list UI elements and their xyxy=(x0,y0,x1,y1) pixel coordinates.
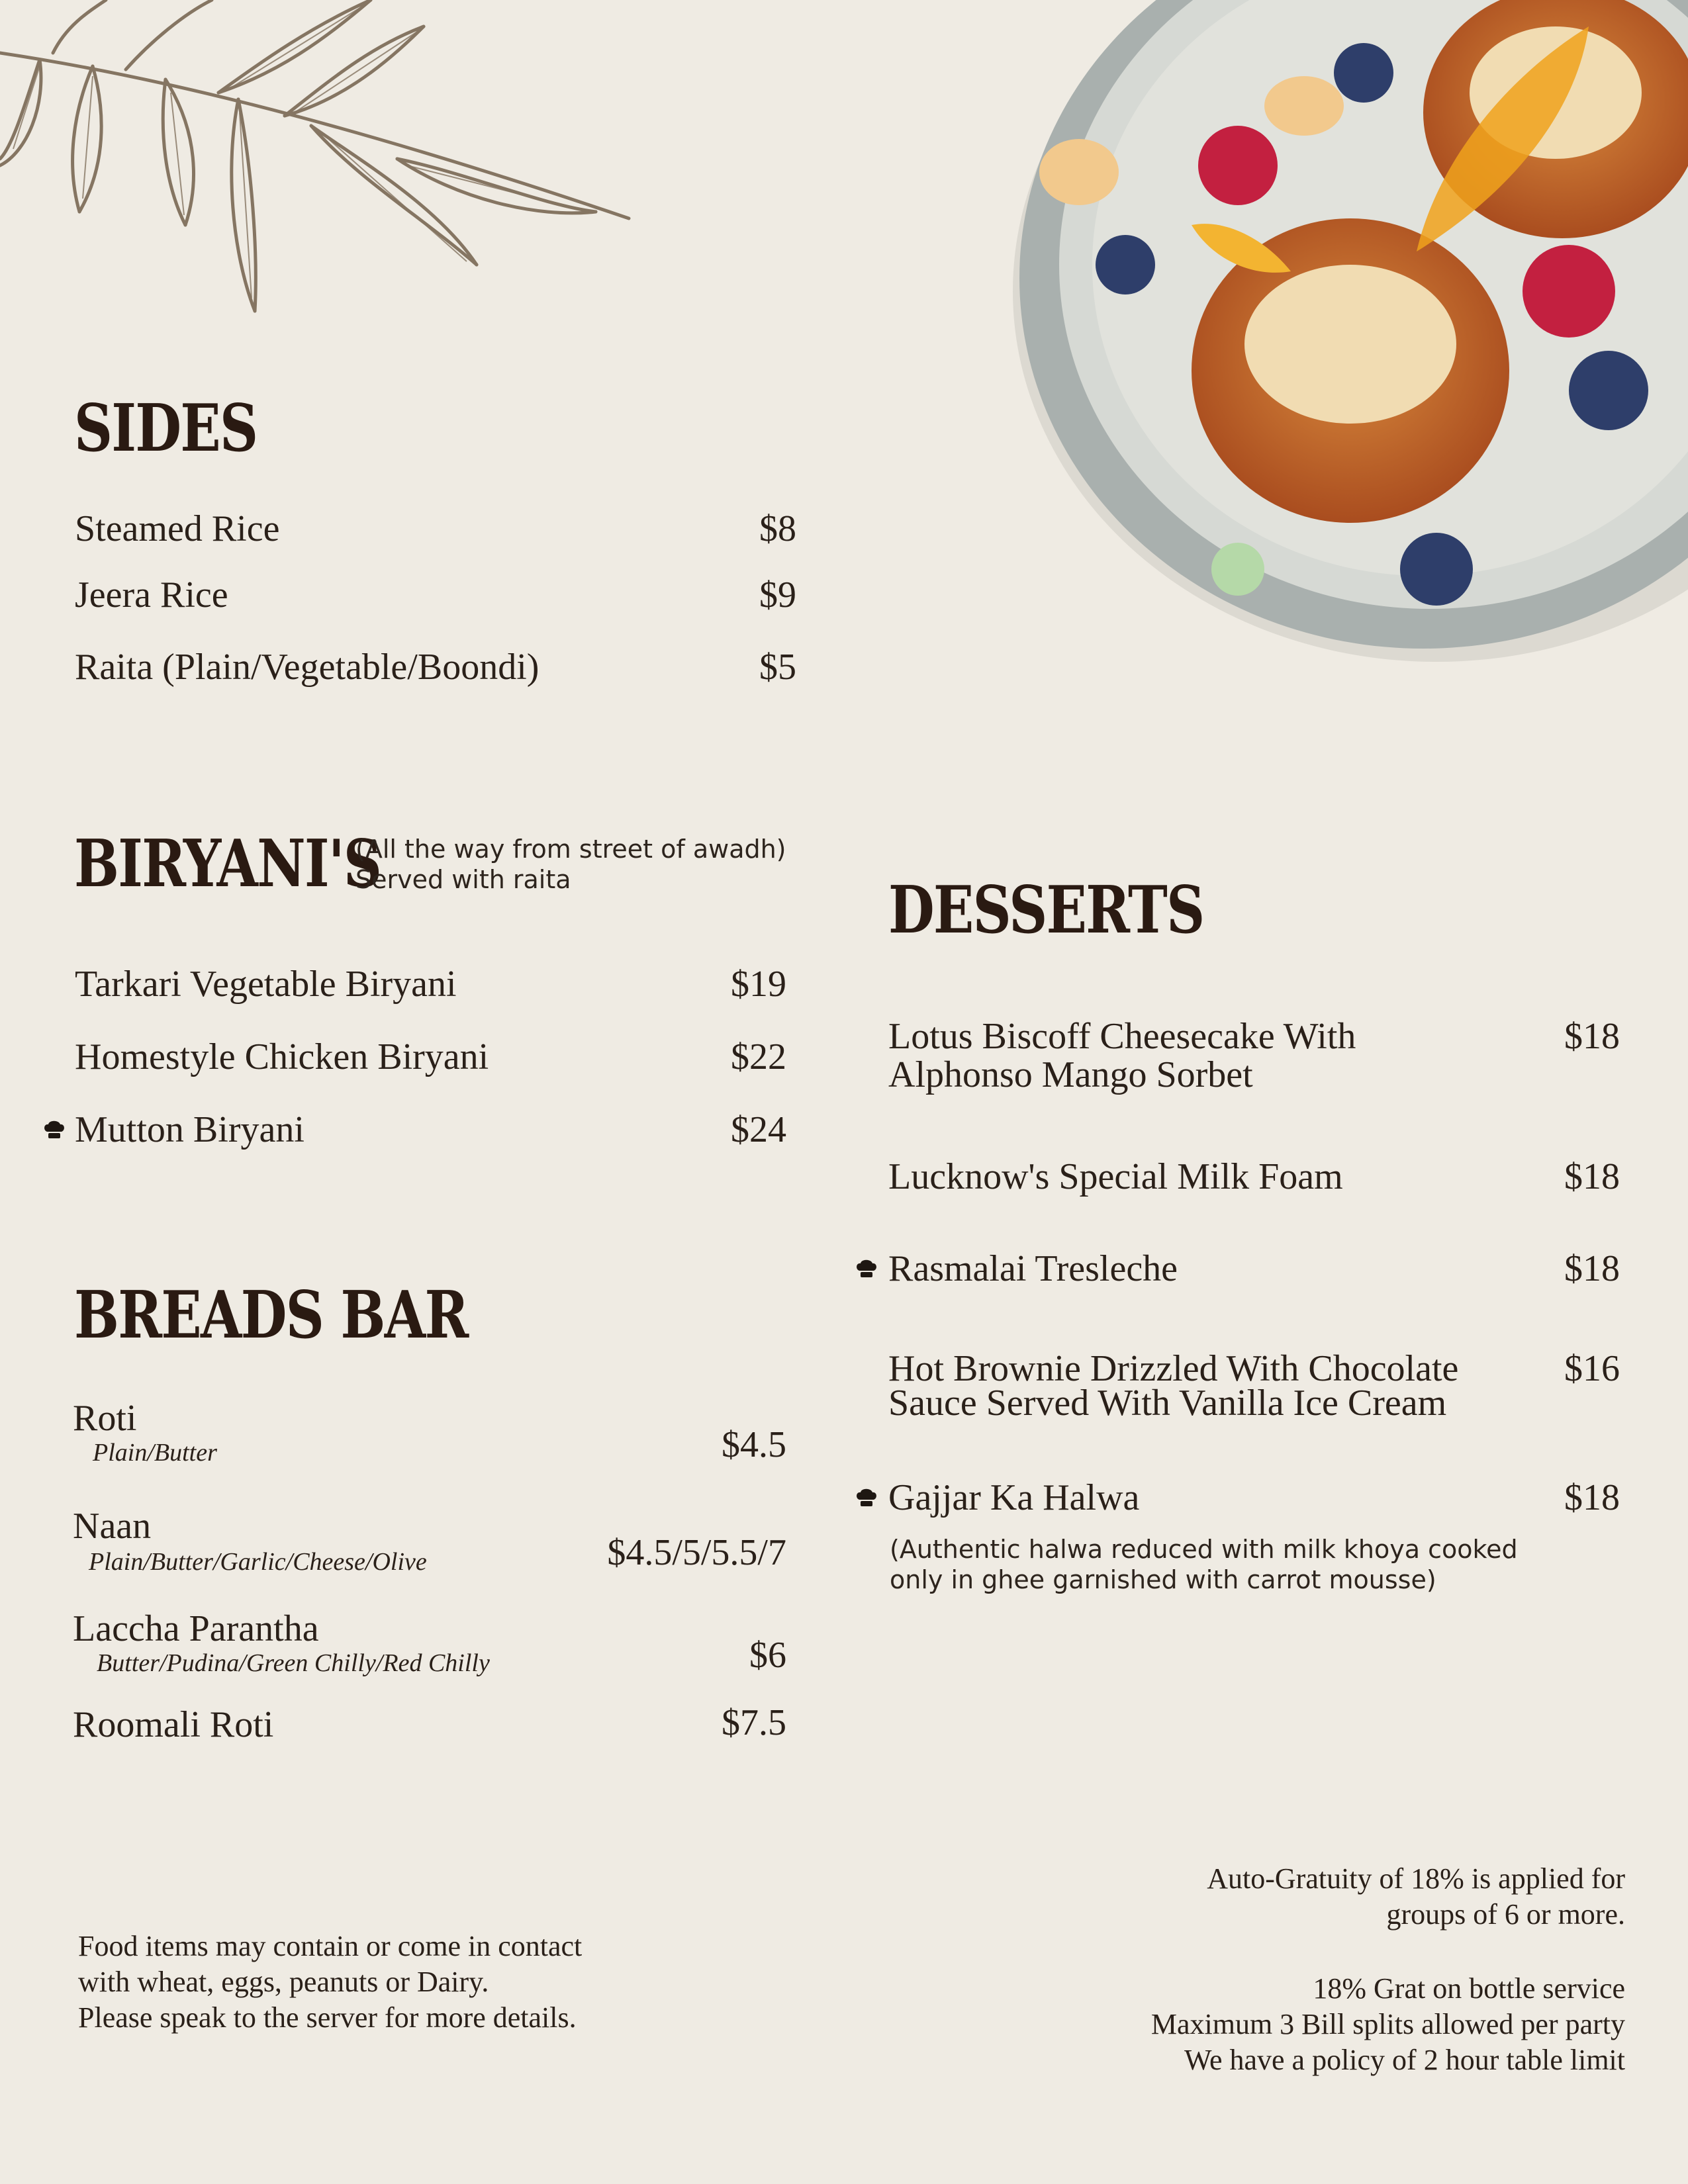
item-name: Roti xyxy=(73,1398,137,1439)
item-name: Tarkari Vegetable Biryani xyxy=(75,964,457,1005)
item-price: $18 xyxy=(1564,1477,1620,1518)
biryanis-title: BIRYANI'S xyxy=(74,826,381,902)
item-name-line: Sauce Served With Vanilla Ice Cream xyxy=(888,1383,1447,1424)
chef-hat-icon xyxy=(43,1118,66,1141)
item-price: $24 xyxy=(731,1109,786,1150)
item-price: $16 xyxy=(1564,1348,1620,1389)
item-name: Homestyle Chicken Biryani xyxy=(75,1036,489,1077)
note-line: Served with raita xyxy=(355,865,571,894)
item-price: $4.5/5/5.5/7 xyxy=(607,1532,786,1573)
item-price: $18 xyxy=(1564,1248,1620,1289)
item-name-line: Hot Brownie Drizzled With Chocolate xyxy=(888,1348,1459,1389)
item-name: Jeera Rice xyxy=(75,574,228,615)
sides-title: SIDES xyxy=(74,390,258,467)
item-sub: Plain/Butter xyxy=(93,1439,217,1467)
item-name: Steamed Rice xyxy=(75,508,280,549)
item-price: $9 xyxy=(759,574,796,615)
item-price: $18 xyxy=(1564,1016,1620,1057)
list-item xyxy=(73,1398,786,1471)
list-item xyxy=(888,1017,1620,1096)
notice-line: Please speak to the server for more details. xyxy=(78,2001,577,2034)
item-name-line: Alphonso Mango Sorbet xyxy=(888,1054,1253,1095)
gajjar-halwa-note xyxy=(890,1534,1518,1595)
notice-line: We have a policy of 2 hour table limit xyxy=(1184,2044,1625,2076)
policy-notice xyxy=(1151,1971,1625,2078)
allergen-notice xyxy=(78,1929,582,2036)
list-item xyxy=(888,1349,1620,1428)
item-name-line: Lotus Biscoff Cheesecake With xyxy=(888,1016,1356,1057)
note-line: only in ghee garnished with carrot mousse) xyxy=(890,1565,1436,1594)
chef-hat-icon xyxy=(855,1257,878,1280)
item-price: $7.5 xyxy=(722,1702,786,1743)
notice-line: Food items may contain or come in contact xyxy=(78,1930,583,1962)
notice-line: Maximum 3 Bill splits allowed per party xyxy=(1150,2008,1625,2040)
item-price: $6 xyxy=(749,1635,786,1676)
item-sub: Butter/Pudina/Green Chilly/Red Chilly xyxy=(97,1649,490,1677)
breads-title: BREADS BAR xyxy=(74,1277,468,1353)
dessert-plate-photo xyxy=(841,0,1688,702)
item-sub: Plain/Butter/Garlic/Cheese/Olive xyxy=(89,1548,427,1576)
note-line: (All the way from street of awadh) xyxy=(355,835,786,864)
list-item xyxy=(73,1506,786,1579)
gratuity-notice xyxy=(1207,1861,1625,1933)
biryanis-note xyxy=(355,834,786,895)
item-name: Roomali Roti xyxy=(73,1704,274,1745)
notice-line: groups of 6 or more. xyxy=(1386,1898,1625,1931)
item-price: $8 xyxy=(759,508,796,549)
note-line: (Authentic halwa reduced with milk khoya cooked xyxy=(890,1535,1518,1564)
leaf-branch-icon xyxy=(0,0,635,324)
item-price: $19 xyxy=(731,964,786,1005)
notice-line: with wheat, eggs, peanuts or Dairy. xyxy=(78,1966,489,1998)
desserts-title: DESSERTS xyxy=(888,872,1204,948)
item-name: Raita (Plain/Vegetable/Boondi) xyxy=(75,647,539,688)
item-price: $18 xyxy=(1564,1156,1620,1197)
list-item xyxy=(73,1609,786,1682)
item-name: Mutton Biryani xyxy=(75,1109,305,1150)
chef-hat-icon xyxy=(855,1486,878,1509)
item-name: Lucknow's Special Milk Foam xyxy=(888,1156,1343,1197)
notice-line: Auto-Gratuity of 18% is applied for xyxy=(1207,1862,1625,1895)
item-price: $5 xyxy=(759,647,796,688)
item-name: Gajjar Ka Halwa xyxy=(888,1477,1140,1518)
notice-line: 18% Grat on bottle service xyxy=(1313,1972,1625,2005)
item-price: $4.5 xyxy=(722,1424,786,1465)
item-price: $22 xyxy=(731,1036,786,1077)
item-name: Laccha Parantha xyxy=(73,1608,319,1649)
item-name: Naan xyxy=(73,1506,152,1547)
item-name: Rasmalai Tresleche xyxy=(888,1248,1178,1289)
